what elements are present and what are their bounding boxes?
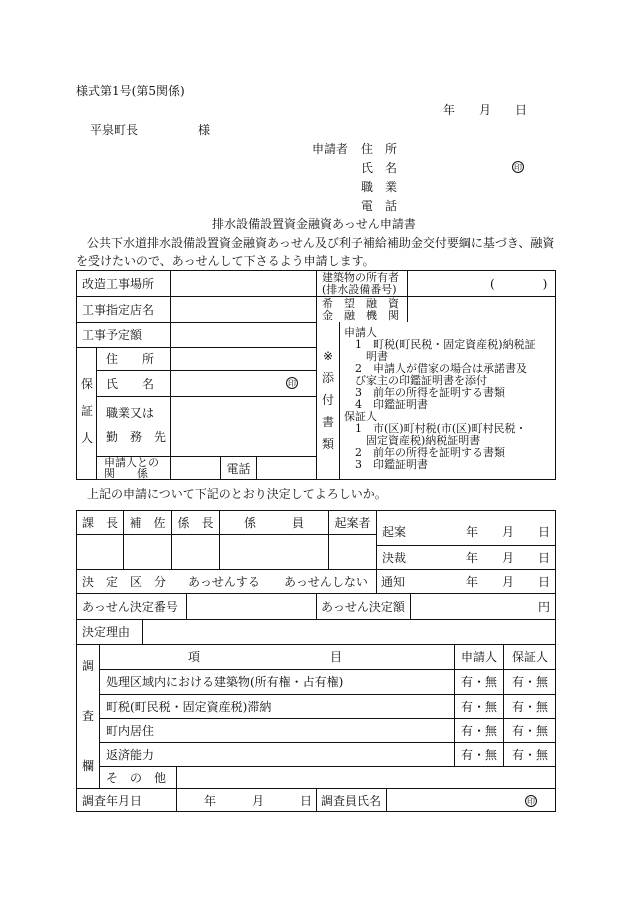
guarantor-name-label: 氏 名	[106, 376, 155, 391]
col-item-2: 目	[330, 650, 343, 664]
guarantor-seal-icon: 印	[288, 379, 296, 388]
option-reject[interactable]: あっせんしない	[284, 574, 368, 589]
section-chief-stamp-field[interactable]	[77, 535, 123, 569]
notice-date: 年 月 日	[466, 574, 551, 589]
decision-number-field[interactable]	[187, 594, 316, 619]
draft-label: 起案	[382, 525, 407, 539]
page-title: 排水設備設置資金融資あっせん申請書	[212, 217, 416, 231]
drafter-label: 起案者	[334, 515, 371, 530]
decision-number-label: あっせん決定番号	[82, 599, 178, 614]
decision-intro: 上記の申請について下記のとおり決定してよろしいか。	[87, 487, 387, 501]
guarantor-address-label: 住 所	[106, 352, 155, 366]
applicant-phone-label: 電 話	[361, 199, 398, 213]
drafter-stamp-field[interactable]	[329, 535, 376, 569]
notice-label: 通知	[381, 574, 406, 589]
deputy-label: 補 佐	[129, 515, 166, 530]
surveyor-seal-icon: 印	[527, 797, 535, 806]
survey-row-item: 町税(町民税・固定資産税)滞納	[106, 699, 272, 714]
bank-field[interactable]	[408, 297, 556, 322]
guarantor-address-field[interactable]	[171, 348, 316, 370]
form-number: 様式第1号(第5関係)	[76, 84, 185, 98]
applicant-label: 申請者	[312, 142, 349, 156]
amount-label: 工事予定額	[82, 328, 143, 342]
applicant-name-label: 氏 名	[361, 161, 398, 175]
addressee: 平泉町長 様	[90, 123, 211, 137]
guarantor-job-field[interactable]	[171, 397, 316, 456]
decision-amount-field[interactable]	[411, 594, 556, 619]
col-item-1: 項	[188, 650, 201, 664]
survey-row-applicant[interactable]: 有・無	[460, 723, 497, 738]
intro-line-2: を受けたいので、あっせんして下さるよう申請します。	[76, 254, 375, 268]
date-line: 年 月 日	[443, 103, 528, 117]
guarantor-relation-label-1: 申請人との	[104, 456, 159, 469]
option-approve[interactable]: あっせんする	[188, 574, 260, 589]
guarantor-relation-label-2: 関 係	[104, 467, 148, 480]
surveyor-name-field[interactable]	[387, 789, 517, 812]
decision-reason-label: 決定理由	[82, 625, 131, 639]
decision-reason-field[interactable]	[143, 620, 556, 644]
col-guarantor: 保証人	[511, 650, 548, 664]
sub-chief-label: 係 長	[177, 515, 214, 530]
survey-other-label: そ の 他	[106, 770, 167, 785]
owner-label-1: 建築物の所有者	[322, 271, 399, 284]
decision-amount-label: あっせん決定額	[321, 599, 405, 614]
guarantor-job-label-1: 職業又は	[106, 406, 155, 420]
draft-date: 年 月 日	[466, 525, 551, 539]
staff-label: 係 員	[243, 515, 304, 530]
staff-stamp-field[interactable]	[220, 535, 328, 569]
guarantor-label: 保 証 人	[80, 377, 93, 445]
guarantor-relation-field[interactable]	[171, 457, 220, 480]
applicant-seal-icon: 印	[514, 163, 522, 172]
survey-row-item: 返済能力	[106, 747, 155, 762]
contractor-label: 工事指定店名	[82, 302, 155, 317]
guarantor-phone-label: 電話	[226, 461, 251, 476]
site-label: 改造工事場所	[82, 276, 155, 291]
survey-date-label: 調査年月日	[82, 793, 143, 808]
survey-row-applicant[interactable]: 有・無	[460, 675, 497, 689]
guarantor-job-label-2: 勤 務 先	[106, 430, 167, 444]
owner-paren: ( )	[490, 276, 548, 291]
decision-category-label: 決 定 区 分	[82, 574, 167, 589]
survey-row-guarantor[interactable]: 有・無	[511, 699, 548, 714]
section-chief-label: 課 長	[81, 515, 118, 530]
attachments-label: ※ 添 付 書 類	[321, 349, 334, 451]
surveyor-name-label: 調査員氏名	[321, 793, 382, 808]
intro-line-1: 公共下水道排水設備設置資金融資あっせん及び利子補給補助金交付要綱に基づき、融資	[87, 236, 555, 250]
col-applicant: 申請人	[460, 650, 497, 664]
survey-row-guarantor[interactable]: 有・無	[511, 723, 548, 738]
bank-label-1: 希 望 融 資	[322, 297, 399, 310]
owner-field[interactable]	[408, 271, 556, 296]
survey-row-guarantor[interactable]: 有・無	[511, 675, 548, 689]
site-field[interactable]	[171, 271, 316, 296]
decided-label: 決裁	[382, 551, 407, 565]
survey-date: 年 月 日	[204, 793, 313, 808]
sub-chief-stamp-field[interactable]	[172, 535, 219, 569]
applicant-address-label: 住 所	[361, 142, 398, 156]
survey-row-item: 町内居住	[106, 723, 155, 738]
survey-row-applicant[interactable]: 有・無	[460, 747, 497, 762]
applicant-occupation-label: 職 業	[361, 180, 398, 194]
guarantor-phone-field[interactable]	[257, 457, 316, 480]
decided-date: 年 月 日	[466, 551, 551, 565]
yen-unit: 円	[538, 599, 551, 614]
survey-row-applicant[interactable]: 有・無	[460, 699, 497, 714]
amount-field[interactable]	[171, 323, 316, 347]
survey-other-field[interactable]	[177, 767, 556, 788]
owner-label-2: (排水設備番号)	[322, 283, 397, 296]
survey-row-guarantor[interactable]: 有・無	[511, 747, 548, 762]
survey-row-item: 処理区域内における建築物(所有権・占有権)	[106, 675, 344, 689]
deputy-stamp-field[interactable]	[124, 535, 171, 569]
contractor-field[interactable]	[171, 297, 316, 322]
attachments-list: 申請人 1 町税(町民税・固定資産税)納税証 明書 2 申請人が借家の場合は承諾書及 び家主の印鑑証明書を添付 3 前年の所得を証明する書類 4 印鑑証明書 保証人 1 市(区)町村税(市(区)町村民税・ 固定資産税)納税証明書 2 前年の所得を証明する書類 3 印鑑証明書	[344, 326, 536, 471]
survey-label: 調 査 欄	[81, 659, 94, 773]
bank-label-2: 金 融 機 関	[322, 309, 399, 322]
